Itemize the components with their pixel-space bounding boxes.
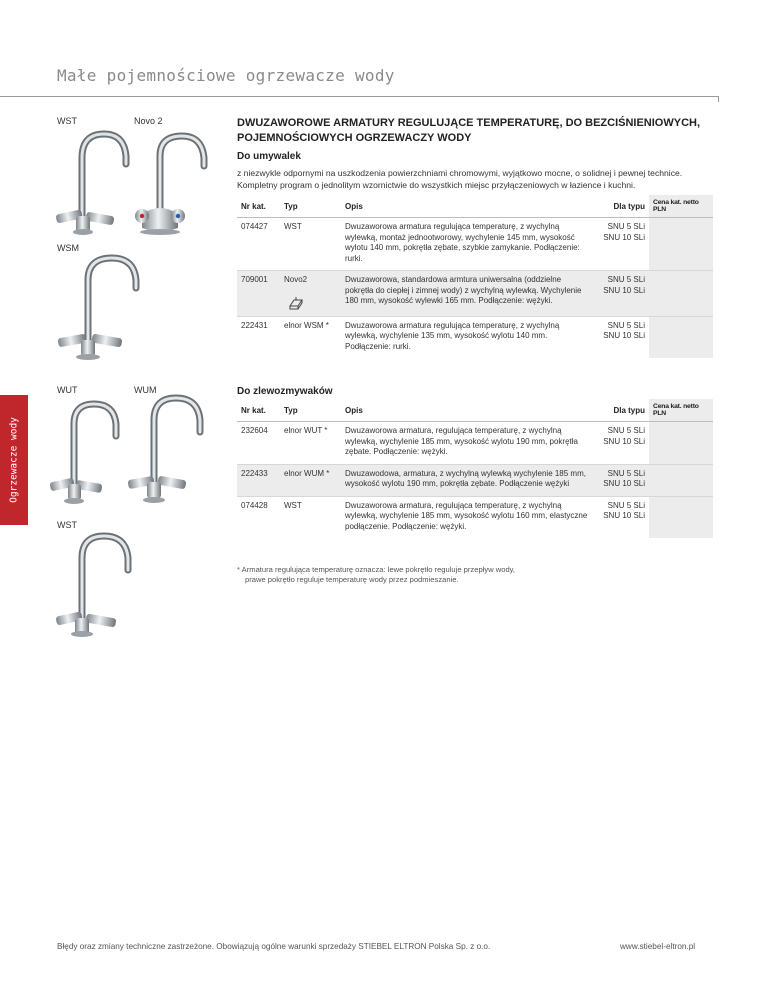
cell-dla-typu: [594, 422, 649, 465]
cell-dla-typu: [594, 496, 649, 538]
table-header-row: [237, 399, 713, 422]
col-cena: Cena kat. netto PLN: [649, 195, 713, 218]
side-tab: [0, 395, 28, 525]
faucet-novo2-image: [120, 128, 212, 240]
footer-website: www.stiebel-eltron.pl: [620, 942, 696, 951]
cell-dla-typu-1: SNU 5 SLi: [607, 275, 645, 284]
footnote-line1: * Armatura regulująca temperaturę oznacza: lewe pokrętło reguluje przepływ wody,: [237, 565, 516, 574]
col-opis: Opis: [341, 399, 594, 422]
table-zlewozmywaki: [237, 399, 713, 538]
col-typ: Typ: [280, 399, 341, 422]
cell-typ-text: Novo2: [284, 275, 308, 284]
cell-cena: [649, 218, 713, 271]
cell-nr: 232604: [237, 422, 280, 465]
cell-dla-typu: [594, 218, 649, 271]
image-label-novo2: Novo 2: [134, 116, 163, 126]
cell-dla-typu-1: SNU 5 SLi: [607, 222, 645, 231]
faucet-wum-image: [124, 392, 208, 508]
table-row: [237, 496, 713, 538]
cell-typ: WST: [280, 218, 341, 271]
table-row: [237, 316, 713, 358]
cell-typ: elnor WUM *: [280, 464, 341, 496]
cell-typ: elnor WSM *: [284, 320, 329, 330]
installation-icon: [288, 296, 304, 310]
col-nr-kat: Nr kat.: [237, 399, 280, 422]
cell-cena: [649, 271, 713, 317]
col-dla-typu: Dla typu: [594, 399, 649, 422]
cell-typ: WST: [284, 500, 302, 510]
image-label-wst-bottom: WST: [57, 520, 77, 530]
cell-nr: 074427: [237, 218, 280, 271]
footnote-line2: prawe pokrętło reguluje temperaturę wody przez podmieszanie.: [245, 575, 459, 584]
cell-opis: Dwuzaworowa armatura regulująca temperaturę, z wychylną wylewką, montaż jednootworowy, wychylenie 145 mm, wysokość wylotu 140 mm, pokrętła zębate, szybkie zamykanie. Podłączenie: rurki.: [341, 218, 594, 271]
table-row: [237, 464, 713, 496]
cell-dla-typu: [594, 316, 649, 358]
image-label-wum: WUM: [134, 385, 157, 395]
cell-dla-typu-2: SNU 10 SLi: [603, 232, 645, 242]
faucet-wst-bottom-image: [54, 530, 138, 642]
cell-dla-typu-2: SNU 10 SLi: [603, 285, 645, 295]
cell-typ: [280, 271, 341, 317]
cell-dla-typu-1: SNU 5 SLi: [607, 500, 645, 510]
intro-paragraph: z niezwykle odpornymi na uszkodzenia powierzchniami chromowymi, wyjątkowo mocne, o solidnej i pewnej technice. Kompletny program o jednolitym wzornictwie do wszystkich miejsc przyłączeniowych w łazience i kuchni.: [237, 168, 683, 190]
cell-nr: 222433: [237, 464, 280, 496]
cell-nr: 709001: [237, 271, 280, 317]
cell-dla-typu-2: SNU 10 SLi: [603, 479, 645, 488]
subsection-title-zlewozmywaki: Do zlewozmywaków: [237, 386, 333, 397]
col-dla-typu: Dla typu: [594, 195, 649, 218]
cell-dla-typu-1: SNU 5 SLi: [607, 320, 645, 330]
footnote: [237, 565, 707, 585]
cell-cena: [649, 496, 713, 538]
section-title-line1: DWUZAWOROWE ARMATURY REGULUJĄCE TEMPERATURĘ, DO BEZCIŚNIENIOWYCH,: [237, 117, 701, 129]
image-label-wsm: WSM: [57, 243, 79, 253]
section-title-line2: POJEMNOŚCIOWYCH OGRZEWACZY WODY: [237, 132, 472, 144]
table-header-row: [237, 195, 713, 218]
cell-opis: Dwuzawodowa, armatura, z wychylną wylewką wychylenie 185 mm, wysokość wylotu 190 mm, pokrętła zębate. Podłączenie wężyki: [341, 464, 594, 496]
faucet-wsm-image: [52, 250, 144, 365]
cell-opis: Dwuzaworowa armatura, regulująca temperaturę, z wychylną wylewką, wychylenie 185 mm, wysokość wylotu 190 mm, pokrętła zębate. Podłączenie: wężyki.: [341, 422, 594, 465]
cell-dla-typu: [594, 271, 649, 317]
cell-dla-typu-1: SNU 5 SLi: [607, 426, 645, 435]
cell-opis: Dwuzaworowa, standardowa armtura uniwersalna (oddzielne pokrętła do ciepłej i zimnej wody) z wychylną wylewką. Wychylenie 180 mm, wysokość wylewki 165 mm. Podłączenie: wężyki.: [341, 271, 594, 317]
cell-cena: [649, 422, 713, 465]
cell-dla-typu-1: SNU 5 SLi: [607, 468, 645, 478]
col-opis: Opis: [341, 195, 594, 218]
faucet-wut-image: [50, 396, 126, 508]
table-row: [237, 218, 713, 271]
footer-disclaimer: Błędy oraz zmiany techniczne zastrzeżone. Obowiązują ogólne warunki sprzedaży STIEBEL ELTRON Polska Sp. z o.o.: [57, 942, 491, 951]
cell-dla-typu-2: SNU 10 SLi: [603, 331, 645, 340]
header-rule: [0, 96, 718, 97]
col-typ: Typ: [280, 195, 341, 218]
cell-dla-typu-2: SNU 10 SLi: [603, 436, 645, 446]
cell-opis: Dwuzaworowa armatura, regulująca temperaturę, z wychylną wylewką, wychylenie 185 mm, wysokość wylotu 160 mm, elastyczne podłączenie. Podłączenie: wężyki.: [345, 500, 588, 531]
table-row: [237, 271, 713, 317]
image-label-wst-top: WST: [57, 116, 77, 126]
cell-cena: [649, 316, 713, 358]
table-umywalki: [237, 195, 713, 358]
cell-nr: 222431: [241, 320, 268, 330]
col-cena: Cena kat. netto PLN: [649, 399, 713, 422]
cell-typ: elnor WUT *: [280, 422, 341, 465]
cell-nr: 074428: [241, 500, 268, 510]
cell-opis: Dwuzaworowa armatura regulująca temperaturę, z wychylną wylewką, wychylenie 135 mm, wysokość wylotu 140 mm. Podłączenie: rurki.: [345, 320, 560, 351]
cell-dla-typu-2: SNU 10 SLi: [603, 511, 645, 520]
header-rule-tick: [718, 96, 719, 102]
side-tab-label: Ogrzewacze wody: [8, 417, 20, 503]
subsection-title-umywalki: Do umywalek: [237, 151, 301, 162]
section-title: [237, 116, 707, 146]
image-label-wut: WUT: [57, 385, 78, 395]
cell-dla-typu: [594, 464, 649, 496]
page-header-title: Małe pojemnościowe ogrzewacze wody: [57, 66, 395, 85]
table-row: [237, 422, 713, 465]
col-nr-kat: Nr kat.: [237, 195, 280, 218]
cell-cena: [649, 464, 713, 496]
